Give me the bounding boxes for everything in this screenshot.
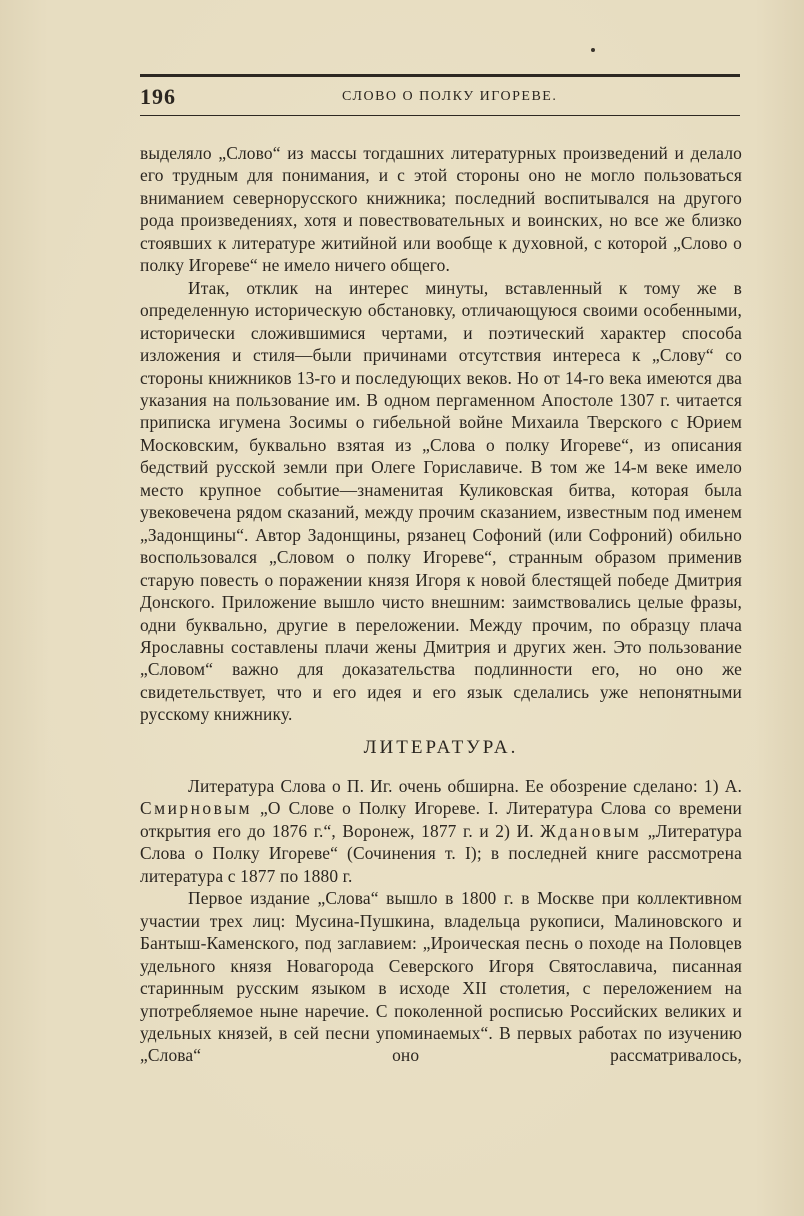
section-heading: ЛИТЕРАТУРА. bbox=[363, 737, 519, 758]
paragraph-first-edition: Первое издание „Слова“ вышло в 1800 г. в Москве при коллективном участии трех лиц: Мусина-Пушкина, владельца рукописи, Малиновского и Бантыш-Каменского, под заглавием: „Ироическая песнь о походе на Половцев удельного князя Новагорода Северского Игоря Святославича, писанная старинным русским языком в исходе XII столетия, с переложением на употребляемое ныне наречие. С поколенной росписью Российских великих и удельных князей, в сей песни упоминаемых“. В первых работах по изучению „Слова“ оно рассматривалось, bbox=[140, 888, 742, 1066]
literature-text-b: „О Слове о Полку Игореве. I. Литература Слова со времени открытия его до 1876 г.“, Воронеж, 1877 г. и 2) И. bbox=[140, 798, 742, 841]
page-number: 196 bbox=[140, 84, 176, 109]
running-title: СЛОВО О ПОЛКУ ИГОРЕВЕ. bbox=[342, 89, 558, 104]
header-rule-top bbox=[140, 74, 740, 77]
main-text bbox=[140, 142, 742, 726]
literature-text-a: Литература Слова о П. Иг. очень обширна. Ее обозрение сделано: 1) А. bbox=[188, 776, 742, 796]
author-smirnov: Смирновым bbox=[140, 798, 253, 819]
paragraph-continuation: выделяло „Слово“ из массы тогдашних литературных произведений и делало его трудным для понимания, и с этой стороны оно не могло пользоваться вниманием севернорусского книжника; последний воспитывался на другого рода произведениях, хотя и повествовательных и воинских, но все же близко стоявших к литературе житийной или вообще к духовной, с которой „Слово о полку Игореве“ не имело ничего общего. bbox=[140, 143, 742, 276]
header-rule-bottom bbox=[140, 115, 740, 116]
paragraph-interest: Итак, отклик на интерес минуты, вставленный к тому же в определенную историческую обстановку, отличающуюся своими особенными, исторически сложившимися чертами, и поэтический характер способа изложения и стиля—были причинами отсутствия интереса к „Слову“ со стороны книжников 13-го и последующих веков. Но от 14-го века имеются два указания на пользование им. В одном пергаменном Апостоле 1307 г. читается приписка игумена Зосимы о гибельной войне Михаила Тверского с Юрием Московским, буквально взятая из „Слова о полку Игореве“, из описания бедствий русской земли при Олеге Гориславиче. В том же 14-м веке имело место крупное событие—знаменитая Куликовская битва, которая была увековечена рядом сказаний, между прочим сказанием, известным под именем „Задонщины“. Автор Задонщины, рязанец Софоний (или Софроний) обильно воспользовался „Словом о полку Игореве“, странным образом применив старую повесть о поражении князя Игоря к новой блестящей победе Дмитрия Донского. Приложение вышло чисто внешним: заимствовались целые фразы, одни буквально, другие в переложении. Между прочим, по образцу плача Ярославны составлены плачи жены Дмитрия и других жен. Это пользование „Словом“ важно для доказательства подлинности его, но оно же свидетельствует, что и его идея и его язык сделались уже непонятными русскому книжнику. bbox=[140, 277, 742, 725]
literature-text-c: „Литература Слова о Полку Игореве“ (Сочинения т. I); в последней книге рассмотрена литература с 1877 по 1880 г. bbox=[140, 820, 742, 886]
speck-mark bbox=[591, 48, 595, 52]
author-zhdanov: Ждановым bbox=[540, 820, 642, 841]
literature-text bbox=[140, 775, 742, 1067]
paragraph-literature-overview bbox=[140, 775, 742, 887]
